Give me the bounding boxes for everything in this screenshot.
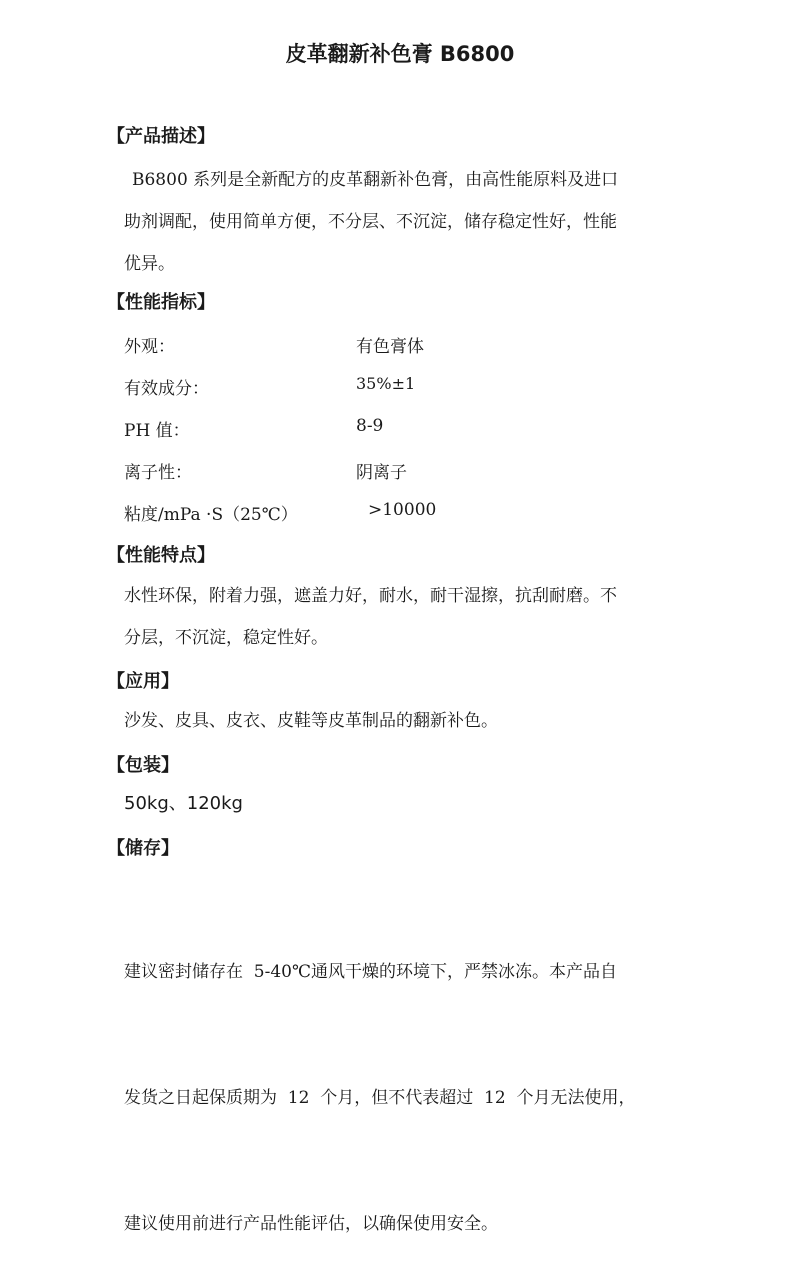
section-heading-storage: 【储存】	[107, 838, 179, 859]
description-line: 助剂调配，使用简单方便，不分层、不沉淀，储存稳定性好，性能	[124, 212, 617, 232]
features-paragraph	[124, 575, 617, 659]
description-line: B6800 系列是全新配方的皮革翻新补色膏，由高性能原料及进口	[132, 170, 619, 190]
features-line: 水性环保，附着力强，遮盖力好，耐水，耐干湿擦，抗刮耐磨。不	[124, 586, 617, 606]
packaging-paragraph	[124, 783, 243, 825]
spec-label: 有效成分：	[124, 379, 209, 399]
section-heading-specs: 【性能指标】	[107, 292, 215, 313]
features-line: 分层，不沉淀，稳定性好。	[124, 628, 328, 648]
storage-line: 建议密封储存在 5-40℃通风干燥的环境下，严禁冰冻。本产品自	[124, 962, 618, 982]
description-paragraph	[124, 159, 618, 285]
description-line: 优异。	[124, 254, 175, 274]
spec-label: 离子性：	[124, 463, 192, 483]
section-heading-packaging: 【包装】	[107, 755, 179, 776]
storage-line: 建议使用前进行产品性能评估，以确保使用安全。	[124, 1214, 498, 1234]
storage-paragraph	[124, 867, 636, 1287]
storage-line: 发货之日起保质期为 12 个月，但不代表超过 12 个月无法使用，	[124, 1088, 636, 1108]
section-heading-application: 【应用】	[107, 671, 179, 692]
spec-label: 粘度/mPa ·S（25℃）	[124, 505, 298, 525]
spec-value: >10000	[368, 500, 437, 520]
spec-value: 35%±1	[356, 374, 416, 393]
spec-value: 阴离子	[356, 463, 407, 483]
application-line: 沙发、皮具、皮衣、皮鞋等皮革制品的翻新补色。	[124, 711, 498, 731]
document-title: 皮革翻新补色膏 B6800	[285, 42, 515, 66]
spec-label: PH 值：	[124, 421, 190, 441]
section-heading-description: 【产品描述】	[107, 126, 215, 147]
section-heading-features: 【性能特点】	[107, 545, 215, 566]
packaging-line: 50kg、120kg	[124, 793, 243, 814]
spec-value: 有色膏体	[356, 337, 424, 357]
application-paragraph	[124, 700, 498, 742]
spec-value: 8-9	[356, 416, 384, 436]
spec-label: 外观：	[124, 337, 175, 357]
